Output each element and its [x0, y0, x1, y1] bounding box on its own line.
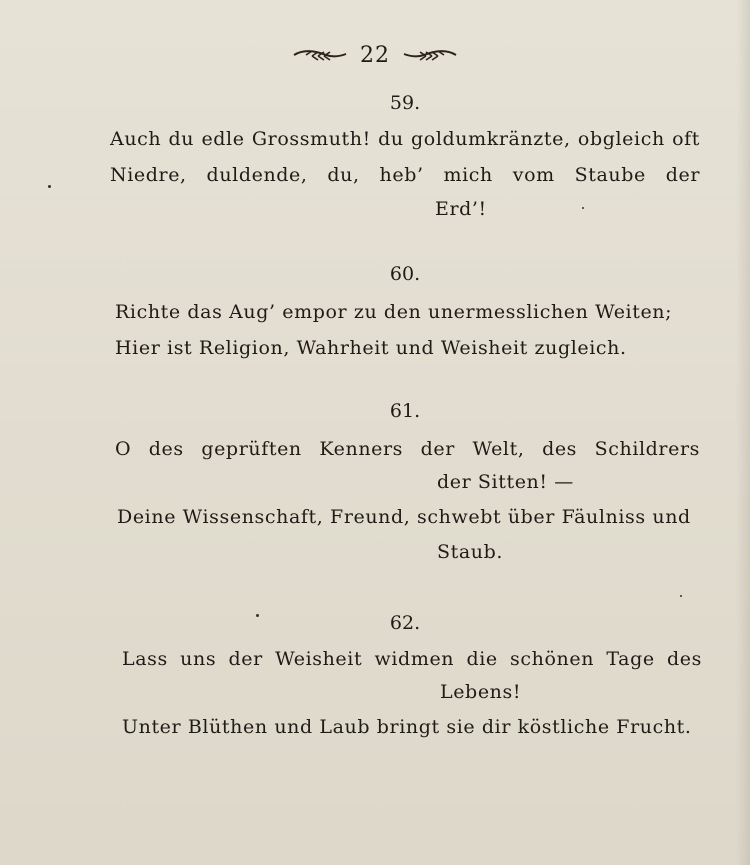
paper-speck — [582, 207, 584, 209]
verse-line-continuation: Erd’! — [435, 198, 487, 220]
paper-speck — [256, 614, 259, 617]
verse-line: Auch du edle Grossmuth! du goldumkränzte, obgleich oft — [110, 128, 700, 150]
page-edge-shadow — [736, 0, 750, 865]
epigram-number: 60. — [389, 263, 421, 285]
epigram-number: 59. — [389, 92, 421, 114]
flourish-right-icon — [402, 47, 458, 63]
verse-line: O des geprüften Kenners der Welt, des Schildrers — [115, 438, 700, 460]
verse-line: Unter Blüthen und Laub bringt sie dir köstliche Frucht. — [122, 716, 692, 738]
verse-line: Niedre, duldende, du, heb’ mich vom Staube der — [110, 164, 700, 186]
verse-line: Lass uns der Weisheit widmen die schönen Tage des — [122, 648, 702, 670]
verse-line-continuation: der Sitten! — — [437, 471, 574, 493]
paper-speck — [680, 595, 682, 597]
page-number: 22 — [360, 42, 390, 68]
verse-line-continuation: Lebens! — [440, 681, 522, 703]
paper-speck — [48, 185, 51, 188]
page-header — [0, 40, 750, 70]
epigram-number: 61. — [389, 400, 421, 422]
epigram-number: 62. — [389, 612, 421, 634]
verse-line: Richte das Aug’ empor zu den unermesslichen Weiten; — [115, 301, 673, 323]
verse-line: Hier ist Religion, Wahrheit und Weisheit zugleich. — [115, 337, 627, 359]
flourish-left-icon — [292, 47, 348, 63]
verse-line: Deine Wissenschaft, Freund, schwebt über Fäulniss und — [117, 506, 691, 528]
verse-line-continuation: Staub. — [437, 541, 504, 563]
